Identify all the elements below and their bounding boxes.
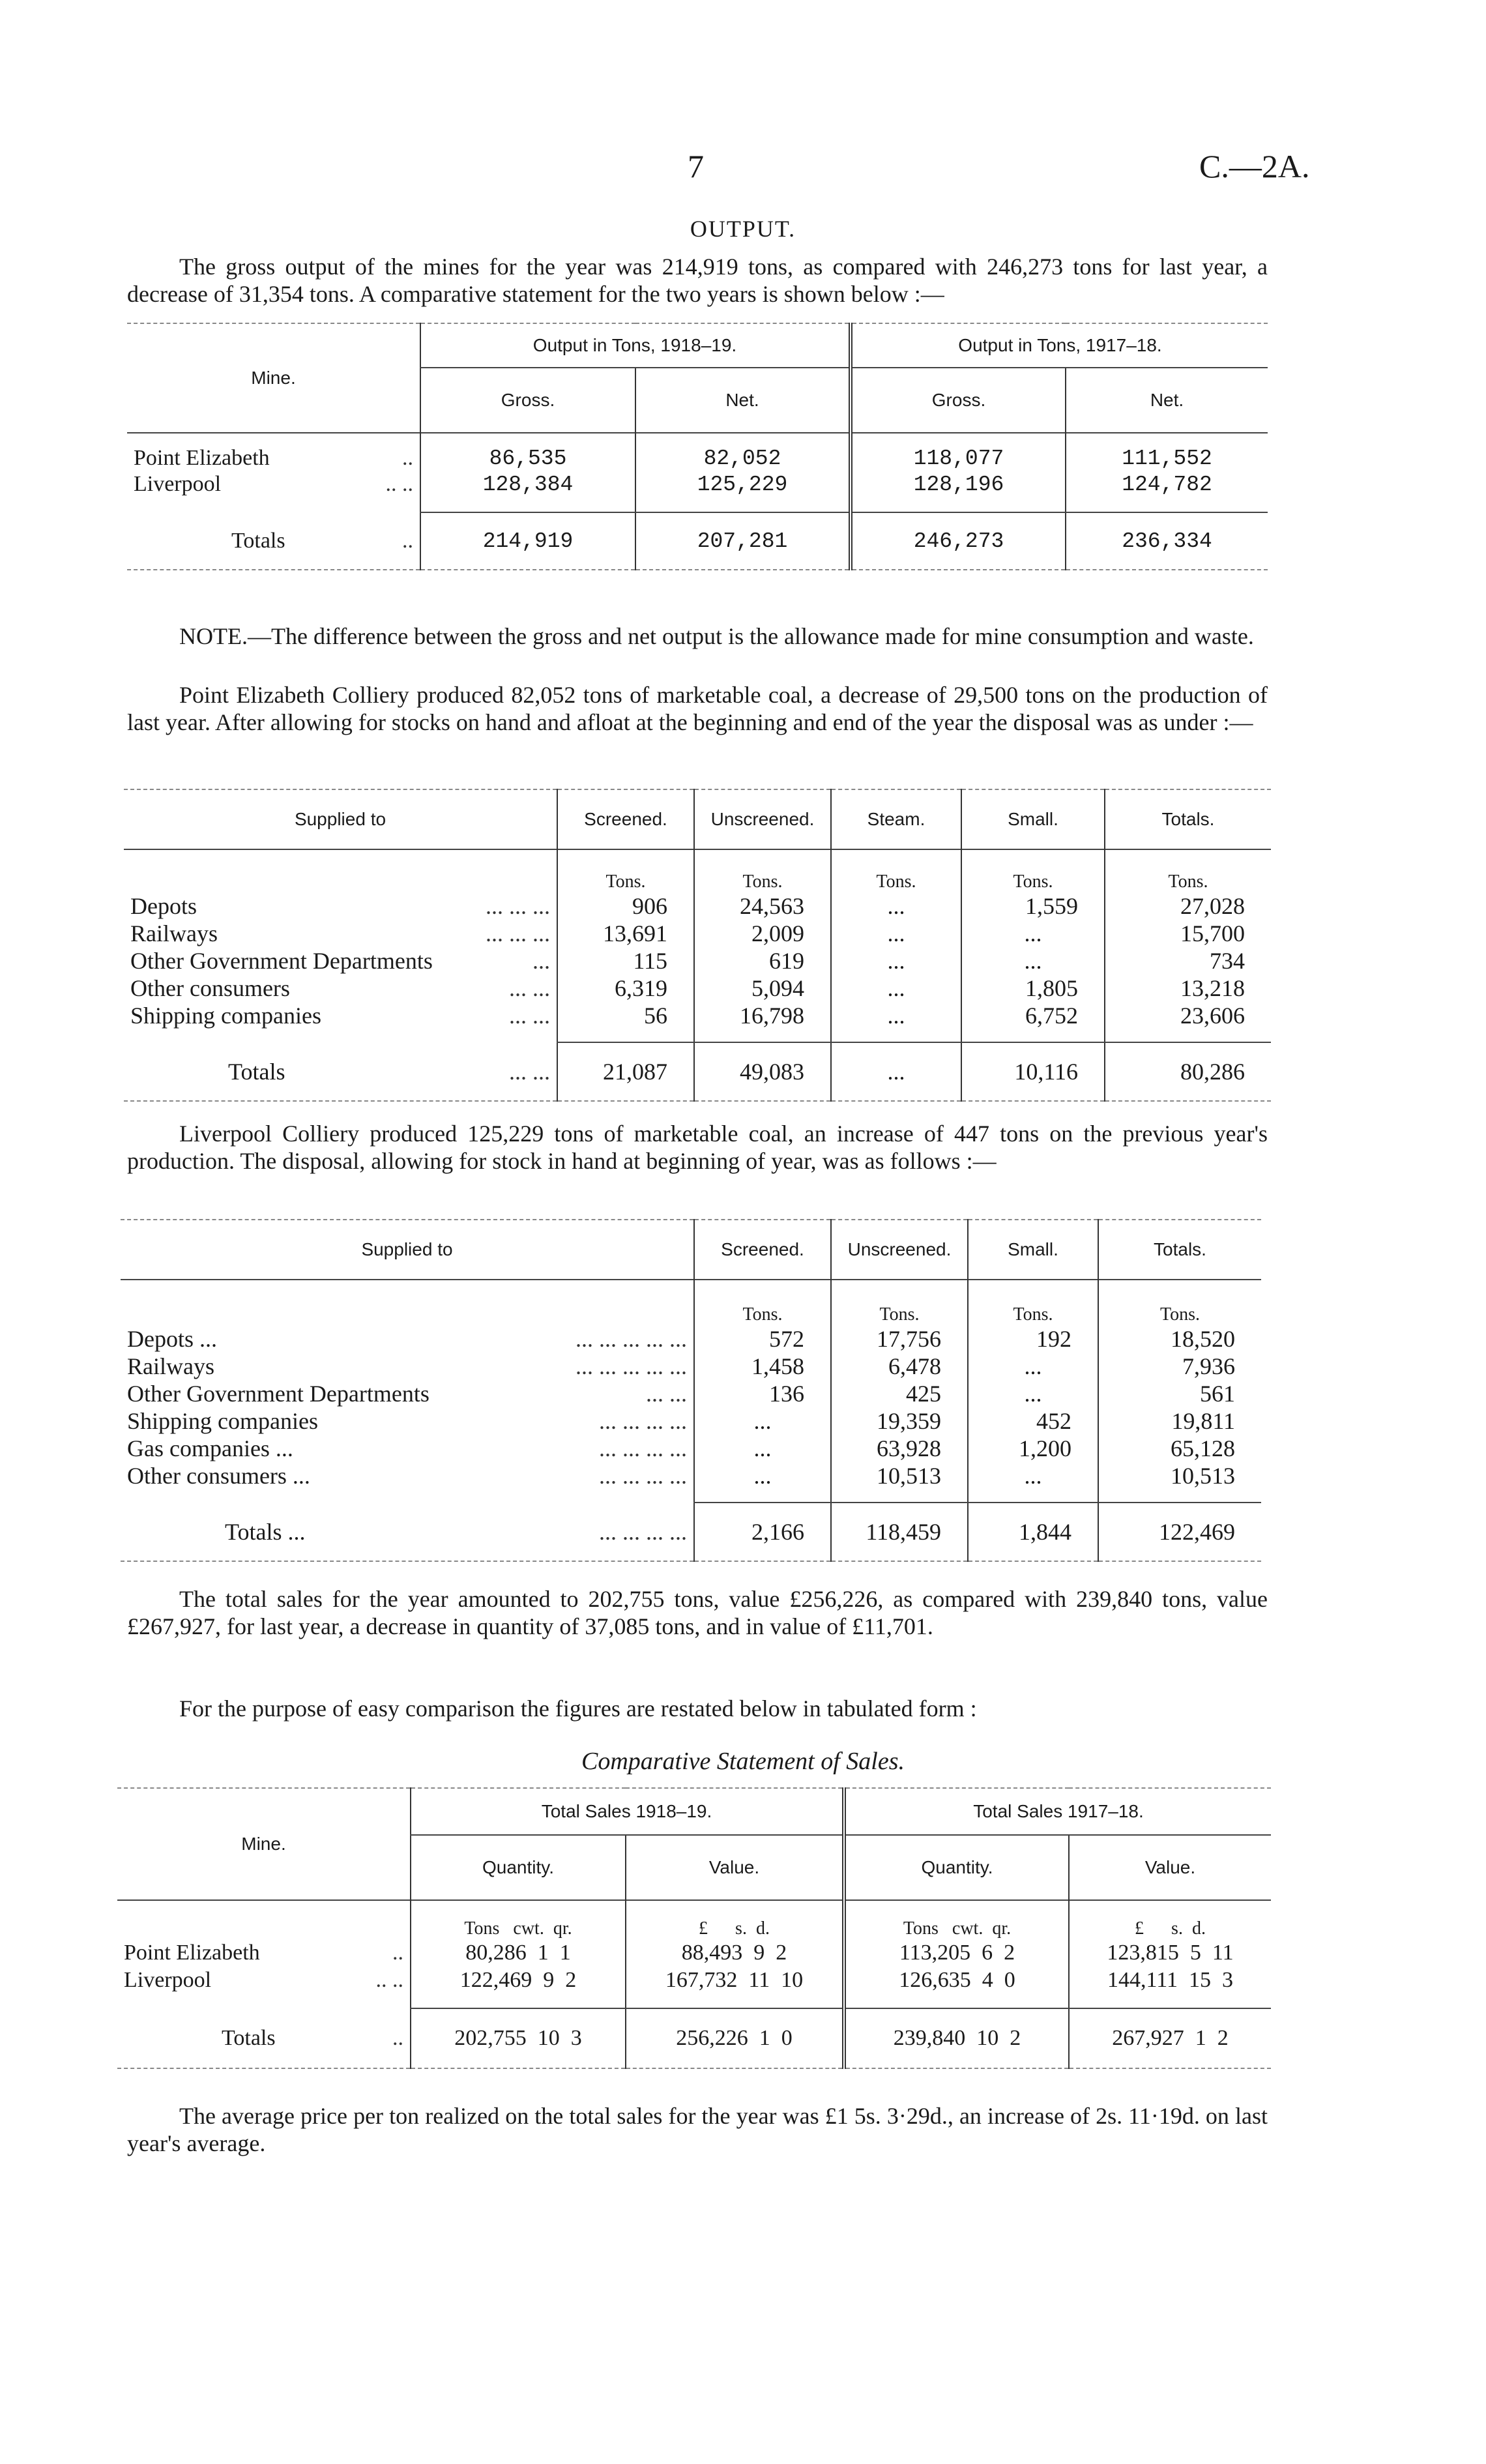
unit-shillings: s.: [735, 1918, 747, 1939]
totals-row: [117, 2008, 1271, 2068]
quantity-1918: [411, 1967, 626, 1994]
unit-cwt: cwt.: [952, 1918, 983, 1939]
output-col-net-1917: Net.: [1066, 368, 1268, 433]
unscreened-value: 19,359: [831, 1407, 968, 1435]
pence: 3: [1221, 1968, 1233, 1992]
sales-table: [117, 1787, 1271, 2069]
pence: 2: [776, 1941, 787, 1965]
cwt: 10: [976, 2026, 999, 2050]
closing-paragraph: The average price per ton realized on the total sales for the year was £1 5s. 3·29d., an increase of 2s. 11·19d. on last year's average.: [127, 2103, 1268, 2156]
tons: 126,635: [899, 1968, 971, 1992]
screened-value: ...: [694, 1435, 831, 1462]
sales-intro: The total sales for the year amounted to 202,755 tons, value £256,226, as compared with 239,840 tons, value £267,927, for last year, a decrease in quantity of 37,085 tons, and in value of £11,701.: [127, 1586, 1268, 1639]
pounds: 144,111: [1107, 1968, 1178, 1992]
screened-value: 136: [694, 1380, 831, 1407]
table-row: [121, 1380, 1261, 1407]
pounds: 123,815: [1107, 1941, 1179, 1965]
value-1918: [626, 1967, 844, 1994]
unscreened-value: 24,563: [694, 892, 831, 920]
sales-col-mine: Mine.: [241, 1834, 286, 1854]
tons: 202,755: [454, 2026, 527, 2050]
screened-value: 6,319: [557, 975, 694, 1002]
unscreened-value: 10,513: [831, 1462, 968, 1489]
page-number: 7: [688, 148, 704, 184]
table-row: [124, 1002, 1271, 1029]
qr: 0: [1004, 1968, 1015, 1992]
qr: 1: [559, 1941, 571, 1965]
value-1917-total: [1069, 2008, 1271, 2068]
liverpool-table: [121, 1219, 1261, 1562]
unscreened-value: 63,928: [831, 1435, 968, 1462]
table-row: [121, 1407, 1261, 1435]
net-1917-total: 236,334: [1066, 512, 1268, 570]
tons: 239,840: [893, 2026, 966, 2050]
value-1917: [1069, 1939, 1271, 1967]
totals-label: Totals: [222, 2025, 276, 2050]
output-heading: OUTPUT.: [690, 216, 796, 242]
screened-value: 56: [557, 1002, 694, 1029]
pe-col-totals: Totals.: [1105, 789, 1271, 849]
table-row: [127, 471, 1268, 498]
shillings: 5: [1189, 1941, 1201, 1965]
total-value: 561: [1098, 1380, 1261, 1407]
pe-col-supplied-to: Supplied to: [294, 809, 386, 829]
unscreened-value: 16,798: [694, 1002, 831, 1029]
unit-label: Tons.: [968, 1280, 1098, 1325]
output-intro-paragraph: The gross output of the mines for the year was 214,919 tons, as compared with 246,273 tons for last year, a decrease of 31,354 tons. A comparative statement for the two years is shown below :—: [127, 254, 1268, 307]
sales-col-value-1918: Value.: [626, 1835, 844, 1900]
total-value: 19,811: [1098, 1407, 1261, 1435]
lp-col-screened: Screened.: [694, 1220, 831, 1280]
sales-group-1918: Total Sales 1918–19.: [411, 1788, 844, 1835]
total-value: 13,218: [1105, 975, 1271, 1002]
unit-qr: qr.: [553, 1918, 572, 1939]
table-row: [117, 1967, 1271, 1994]
unit-label: Tons.: [831, 849, 961, 892]
unit-label: Tons.: [831, 1280, 968, 1325]
steam-value: ...: [831, 920, 961, 947]
leader-dots: ... ... ... ... ...: [575, 1353, 687, 1379]
unit-pounds: £: [699, 1918, 708, 1939]
pence: 0: [781, 2026, 793, 2050]
pe-col-small: Small.: [961, 789, 1105, 849]
leader-dots: ..: [402, 446, 413, 470]
pe-col-screened: Screened.: [557, 789, 694, 849]
leader-dots: ... ...: [509, 975, 550, 1001]
small-value: ...: [968, 1462, 1098, 1489]
leader-dots: ... ... ...: [486, 920, 550, 946]
row-label: Other Government Departments: [127, 1381, 430, 1407]
small-value: 1,559: [961, 892, 1105, 920]
shillings: 9: [753, 1941, 765, 1965]
value-units: [1069, 1900, 1271, 1939]
pounds: 267,927: [1112, 2026, 1184, 2050]
net-1918: 82,052: [635, 433, 851, 471]
lp-col-supplied-to: Supplied to: [361, 1239, 453, 1259]
sales-col-quantity-1918: Quantity.: [411, 1835, 626, 1900]
leader-dots: ..: [392, 2025, 403, 2050]
leader-dots: ... ... ... ...: [599, 1435, 687, 1461]
gross-1917-total: 246,273: [851, 512, 1066, 570]
gross-1917: 118,077: [851, 433, 1066, 471]
quantity-1918: [411, 1939, 626, 1967]
table-row: [121, 1435, 1261, 1462]
output-col-mine: Mine.: [251, 368, 296, 388]
leader-dots: .. ..: [385, 472, 413, 496]
screened-value: 572: [694, 1325, 831, 1353]
pounds: 256,226: [676, 2026, 748, 2050]
pence: 2: [1217, 2026, 1229, 2050]
unit-pence: d.: [755, 1918, 770, 1939]
row-label: Depots: [130, 893, 197, 919]
steam-value: ...: [831, 947, 961, 975]
unit-qr: qr.: [992, 1918, 1012, 1939]
screened-value: ...: [694, 1407, 831, 1435]
unit-pounds: £: [1135, 1918, 1144, 1939]
unit-pence: d.: [1191, 1918, 1206, 1939]
unscreened-value: 17,756: [831, 1325, 968, 1353]
mine-name: Liverpool: [124, 1968, 212, 1992]
grand-total: 80,286: [1105, 1042, 1271, 1101]
pe-col-unscreened: Unscreened.: [694, 789, 831, 849]
totals-label: Totals: [231, 528, 285, 553]
small-value: 192: [968, 1325, 1098, 1353]
leader-dots: ... ... ... ... ...: [575, 1326, 687, 1352]
small-value: 452: [968, 1407, 1098, 1435]
point-elizabeth-intro: Point Elizabeth Colliery produced 82,052 tons of marketable coal, a decrease of 29,500 tons on the production of last year. After allowing for stocks on hand and afloat at the beginning and end of the year the disposal was as under :—: [127, 682, 1268, 735]
table-row: [124, 975, 1271, 1002]
qr: 3: [570, 2026, 582, 2050]
mine-name: Point Elizabeth: [124, 1941, 260, 1965]
tons: 113,205: [899, 1941, 971, 1965]
row-label: Other consumers ...: [127, 1463, 310, 1489]
leader-dots: ... ... ... ...: [599, 1463, 687, 1489]
mine-name: Point Elizabeth: [134, 446, 270, 470]
unit-label: Tons.: [694, 849, 831, 892]
net-1918: 125,229: [635, 471, 851, 498]
table-row: [121, 1462, 1261, 1489]
pence: 10: [781, 1968, 804, 1992]
pounds: 88,493: [681, 1941, 743, 1965]
cwt: 4: [982, 1968, 993, 1992]
value-1918: [626, 1939, 844, 1967]
unit-tons: Tons: [464, 1918, 500, 1939]
table-row: [127, 433, 1268, 471]
unit-cwt: cwt.: [513, 1918, 544, 1939]
totals-row: [121, 1503, 1261, 1561]
screened-total: 2,166: [694, 1503, 831, 1561]
gross-1917: 128,196: [851, 471, 1066, 498]
total-value: 7,936: [1098, 1353, 1261, 1380]
leader-dots: ... ...: [509, 1003, 550, 1029]
leader-dots: ... ...: [509, 1058, 550, 1085]
unscreened-value: 6,478: [831, 1353, 968, 1380]
qr: 2: [1010, 2026, 1021, 2050]
small-value: ...: [968, 1353, 1098, 1380]
row-label: Depots ...: [127, 1326, 217, 1352]
unscreened-value: 425: [831, 1380, 968, 1407]
sales-col-value-1917: Value.: [1069, 1835, 1271, 1900]
shillings: 1: [759, 2026, 770, 2050]
lp-col-unscreened: Unscreened.: [831, 1220, 968, 1280]
total-value: 65,128: [1098, 1435, 1261, 1462]
leader-dots: ...: [532, 948, 550, 974]
gross-1918: 86,535: [420, 433, 635, 471]
shillings: 15: [1188, 1968, 1211, 1992]
screened-value: 13,691: [557, 920, 694, 947]
output-group-1917: Output in Tons, 1917–18.: [851, 323, 1268, 368]
total-value: 23,606: [1105, 1002, 1271, 1029]
totals-label: Totals ...: [225, 1518, 306, 1545]
qr: 2: [565, 1968, 577, 1992]
sales-restate: For the purpose of easy comparison the figures are restated below in tabulated form :: [179, 1695, 977, 1722]
leader-dots: ... ... ...: [486, 893, 550, 919]
sales-group-1917: Total Sales 1917–18.: [844, 1788, 1271, 1835]
steam-value: ...: [831, 1002, 961, 1029]
quantity-units: [411, 1900, 626, 1939]
quantity-1917: [844, 1939, 1069, 1967]
tons: 80,286: [465, 1941, 527, 1965]
quantity-1918-total: [411, 2008, 626, 2068]
leader-dots: .. ..: [375, 1968, 403, 1992]
total-value: 27,028: [1105, 892, 1271, 920]
document-code: C.—2A.: [1199, 148, 1310, 184]
table-row: [124, 892, 1271, 920]
mine-name: Liverpool: [134, 472, 222, 496]
leader-dots: ... ...: [646, 1381, 687, 1407]
unit-label: Tons.: [1098, 1280, 1261, 1325]
shillings: 11: [748, 1968, 770, 1992]
totals-row: [127, 512, 1268, 570]
totals-label: Totals: [228, 1058, 285, 1085]
row-label: Other consumers: [130, 975, 290, 1001]
table-row: [124, 947, 1271, 975]
table-row: [121, 1353, 1261, 1380]
row-label: Gas companies ...: [127, 1435, 293, 1461]
steam-value: ...: [831, 975, 961, 1002]
output-col-net-1918: Net.: [635, 368, 851, 433]
small-value: 1,200: [968, 1435, 1098, 1462]
quantity-1917-total: [844, 2008, 1069, 2068]
cwt: 10: [537, 2026, 560, 2050]
sales-caption: Comparative Statement of Sales.: [581, 1748, 905, 1775]
value-1918-total: [626, 2008, 844, 2068]
small-value: ...: [961, 947, 1105, 975]
small-total: 1,844: [968, 1503, 1098, 1561]
output-table: [127, 323, 1268, 570]
table-row: [124, 920, 1271, 947]
shillings: 1: [1195, 2026, 1206, 2050]
pe-col-steam: Steam.: [831, 789, 961, 849]
unscreened-value: 5,094: [694, 975, 831, 1002]
unit-shillings: s.: [1171, 1918, 1183, 1939]
output-col-gross-1917: Gross.: [851, 368, 1066, 433]
total-value: 15,700: [1105, 920, 1271, 947]
screened-value: 115: [557, 947, 694, 975]
row-label: Railways: [127, 1353, 214, 1379]
sales-col-quantity-1917: Quantity.: [844, 1835, 1069, 1900]
screened-value: 906: [557, 892, 694, 920]
row-label: Shipping companies: [130, 1003, 321, 1029]
unit-label: Tons.: [694, 1280, 831, 1325]
lp-col-small: Small.: [968, 1220, 1098, 1280]
pence: 11: [1212, 1941, 1234, 1965]
screened-total: 21,087: [557, 1042, 694, 1101]
unscreened-total: 49,083: [694, 1042, 831, 1101]
leader-dots: ... ... ... ...: [599, 1518, 687, 1545]
net-1917: 111,552: [1066, 433, 1268, 471]
unit-label: Tons.: [557, 849, 694, 892]
cwt: 1: [537, 1941, 549, 1965]
gross-1918: 128,384: [420, 471, 635, 498]
leader-dots: ... ... ... ...: [599, 1408, 687, 1434]
unit-label: Tons.: [961, 849, 1105, 892]
gross-1918-total: 214,919: [420, 512, 635, 570]
unscreened-total: 118,459: [831, 1503, 968, 1561]
small-total: 10,116: [961, 1042, 1105, 1101]
unscreened-value: 619: [694, 947, 831, 975]
lp-col-totals: Totals.: [1098, 1220, 1261, 1280]
value-1917: [1069, 1967, 1271, 1994]
qr: 2: [1004, 1941, 1015, 1965]
liverpool-intro: Liverpool Colliery produced 125,229 tons of marketable coal, an increase of 447 tons on the previous year's production. The disposal, allowing for stock in hand at beginning of year, was as follows :—: [127, 1121, 1268, 1174]
quantity-1917: [844, 1967, 1069, 1994]
row-label: Other Government Departments: [130, 948, 433, 974]
unit-tons: Tons: [903, 1918, 939, 1939]
pounds: 167,732: [665, 1968, 738, 1992]
tons: 122,469: [459, 1968, 532, 1992]
total-value: 734: [1105, 947, 1271, 975]
output-col-gross-1918: Gross.: [420, 368, 635, 433]
cwt: 6: [982, 1941, 993, 1965]
small-value: ...: [968, 1380, 1098, 1407]
unit-label: Tons.: [1105, 849, 1271, 892]
value-units: [626, 1900, 844, 1939]
net-1918-total: 207,281: [635, 512, 851, 570]
unscreened-value: 2,009: [694, 920, 831, 947]
total-value: 18,520: [1098, 1325, 1261, 1353]
quantity-units: [844, 1900, 1069, 1939]
table-row: [117, 1939, 1271, 1967]
totals-row: [124, 1042, 1271, 1101]
small-value: 1,805: [961, 975, 1105, 1002]
steam-total: ...: [831, 1042, 961, 1101]
output-note: NOTE.—The difference between the gross and net output is the allowance made for mine consumption and waste.: [179, 623, 1254, 649]
table-row: [121, 1325, 1261, 1353]
cwt: 9: [543, 1968, 555, 1992]
net-1917: 124,782: [1066, 471, 1268, 498]
row-label: Shipping companies: [127, 1408, 318, 1434]
small-value: 6,752: [961, 1002, 1105, 1029]
leader-dots: ..: [392, 1941, 403, 1965]
row-label: Railways: [130, 920, 218, 946]
screened-value: 1,458: [694, 1353, 831, 1380]
grand-total: 122,469: [1098, 1503, 1261, 1561]
point-elizabeth-table: [124, 789, 1271, 1102]
steam-value: ...: [831, 892, 961, 920]
small-value: ...: [961, 920, 1105, 947]
total-value: 10,513: [1098, 1462, 1261, 1489]
leader-dots: ..: [402, 528, 413, 553]
output-group-1918: Output in Tons, 1918–19.: [420, 323, 851, 368]
screened-value: ...: [694, 1462, 831, 1489]
